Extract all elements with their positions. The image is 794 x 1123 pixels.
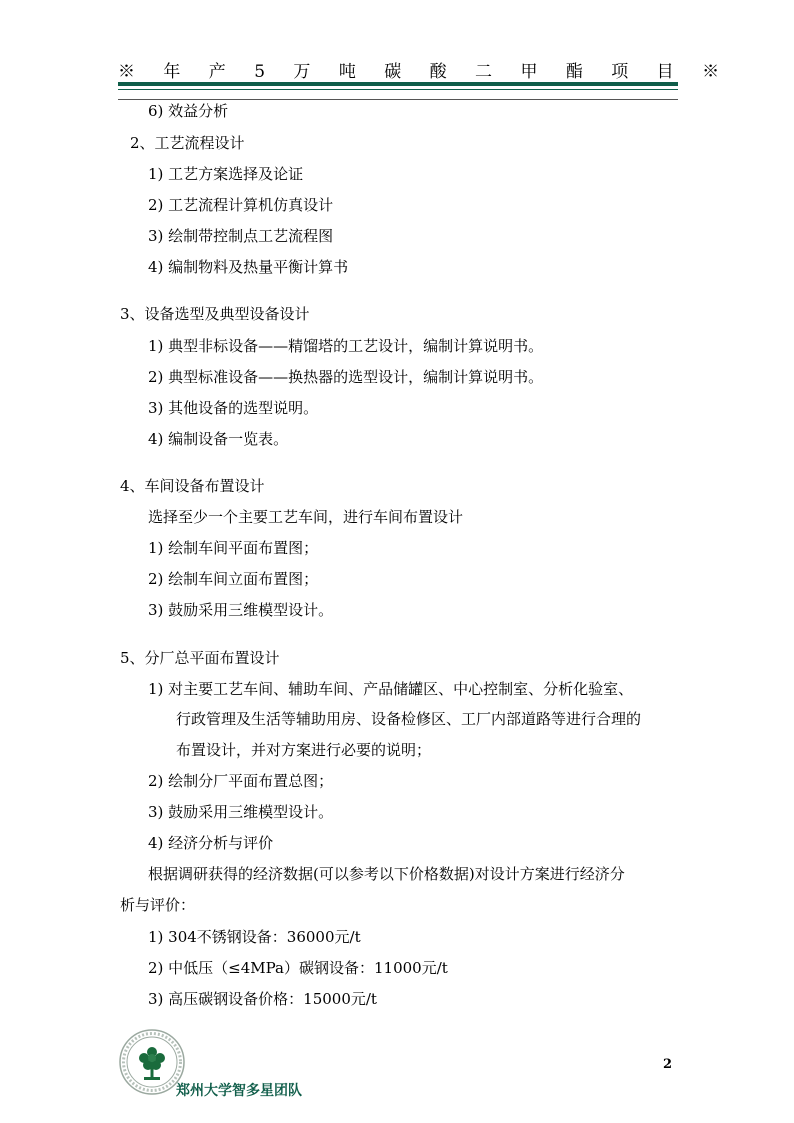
text-line: 2) 工艺流程计算机仿真设计 xyxy=(148,196,334,214)
text-line: 选择至少一个主要工艺车间，进行车间布置设计 xyxy=(148,508,464,526)
text-line: 4) 编制物料及热量平衡计算书 xyxy=(148,258,349,276)
section-heading: 5、分厂总平面布置设计 xyxy=(120,649,280,667)
footer-team-name: 郑州大学智多星团队 xyxy=(176,1083,302,1099)
text-line: 1) 典型非标设备——精馏塔的工艺设计，编制计算说明书。 xyxy=(148,337,544,355)
text-line: 2) 绘制车间立面布置图； xyxy=(148,570,319,588)
header-rule-thin xyxy=(118,89,678,90)
text-line: 3) 绘制带控制点工艺流程图 xyxy=(148,227,334,245)
section-heading: 4、车间设备布置设计 xyxy=(120,477,265,495)
header-rule-underline xyxy=(118,99,678,100)
text-line: 析与评价： xyxy=(120,896,196,914)
text-line: 1) 304不锈钢设备：36000元/t xyxy=(148,928,361,946)
text-line: 3) 鼓励采用三维模型设计。 xyxy=(148,601,334,619)
text-line: 2) 绘制分厂平面布置总图； xyxy=(148,772,334,790)
text-line: 4) 经济分析与评价 xyxy=(148,834,274,852)
text-line: 行政管理及生活等辅助用房、设备检修区、工厂内部道路等进行合理的 xyxy=(176,710,642,728)
text-line: 根据调研获得的经济数据(可以参考以下价格数据)对设计方案进行经济分 xyxy=(148,865,625,883)
text-line: 3) 高压碳钢设备价格：15000元/t xyxy=(148,990,377,1008)
text-line: 4) 编制设备一览表。 xyxy=(148,430,289,448)
section-heading: 2、工艺流程设计 xyxy=(130,134,245,152)
text-line: 布置设计，并对方案进行必要的说明； xyxy=(176,741,432,759)
section-heading: 3、设备选型及典型设备设计 xyxy=(120,305,310,323)
page-header-title: ※ 年 产 5 万 吨 碳 酸 二 甲 酯 项 目 ※ xyxy=(118,62,731,82)
text-line: 1) 工艺方案选择及论证 xyxy=(148,165,304,183)
header-rule-thick xyxy=(118,82,678,86)
text-line: 2) 中低压（≤4MPa）碳钢设备：11000元/t xyxy=(148,959,448,977)
text-line: 3) 其他设备的选型说明。 xyxy=(148,399,319,417)
text-line: 1) 绘制车间平面布置图； xyxy=(148,539,319,557)
text-line: 3) 鼓励采用三维模型设计。 xyxy=(148,803,334,821)
page-number: 2 xyxy=(663,1057,673,1072)
text-line: 2) 典型标准设备——换热器的选型设计，编制计算说明书。 xyxy=(148,368,544,386)
text-line: 1) 对主要工艺车间、辅助车间、产品储罐区、中心控制室、分析化验室、 xyxy=(148,680,634,698)
text-line: 6) 效益分析 xyxy=(148,102,229,120)
